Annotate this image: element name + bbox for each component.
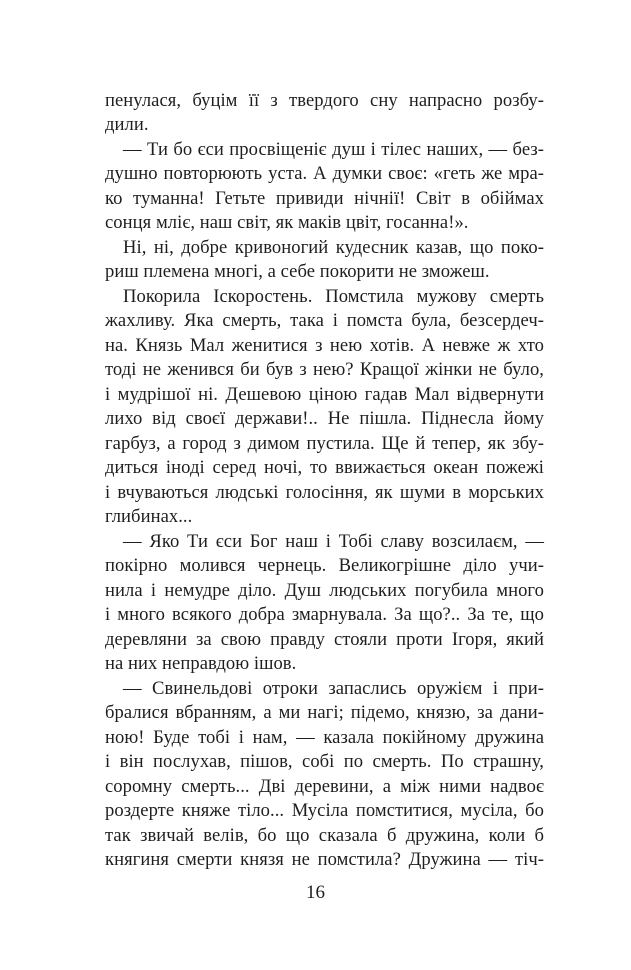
- text-line: ною! Буде тобі і нам, — казала покійному дружина: [105, 727, 544, 748]
- text-line: тоді не женився би був з нею? Кращої жінки не було,: [105, 359, 544, 380]
- text-line: гарбуз, а город з димом пустила. Ще й тепер, як збу-: [105, 433, 544, 454]
- text-line: лихо від своєї держави!.. Не пішла. Піднесла йому: [105, 408, 544, 429]
- text-line: риш племена многі, а себе покорити не зможеш.: [105, 261, 490, 282]
- text-line: так звичай велів, бо що сказала б дружина, коли б: [105, 825, 544, 846]
- text-line: нила і немудре діло. Душ людських погубила много: [105, 580, 544, 601]
- text-line: ко туманна! Гетьте привиди нічнії! Світ в обіймах: [105, 188, 544, 209]
- text-line: жахливу. Яка смерть, така і помста була, безсердеч-: [105, 310, 544, 331]
- text-line: сонця мліє, наш світ, як маків цвіт, госанна!».: [105, 212, 469, 233]
- paragraph-first-line: Ні, ні, добре кривоногий кудесник казав, що поко-: [123, 237, 544, 258]
- text-line: на. Князь Мал женитися з нею хотів. А невже ж хто: [105, 335, 544, 356]
- text-line: деревляни за свою правду стояли проти Ігоря, який: [105, 629, 544, 650]
- text-line: княгиня смерти князя не помстила? Дружина — тіч-: [105, 849, 544, 870]
- text-line: диться іноді серед ночі, то ввижається океан пожежі: [105, 457, 544, 478]
- paragraph-first-line: Покорила Іскоростень. Помстила мужову смерть: [123, 286, 544, 307]
- paragraph-first-line: — Свинельдові отроки запаслись оружієм і при-: [123, 678, 544, 699]
- text-line: покірно молився чернець. Великогрішне діло учи-: [105, 555, 544, 576]
- text-line: на них неправдою ішов.: [105, 653, 297, 674]
- text-line: душно повторюють уста. А думки своє: «геть же мра-: [105, 163, 544, 184]
- text-line: дили.: [105, 114, 149, 135]
- text-line: роздерте княже тіло... Мусіла помститися, мусіла, бо: [105, 800, 544, 821]
- text-line: і він послухав, пішов, собі по смерть. По страшну,: [105, 751, 544, 772]
- text-line: бралися вбранням, а ми нагі; підемо, князю, за дани-: [105, 702, 544, 723]
- text-line: пенулася, буцім її з твердого сну напрасно розбу-: [105, 90, 544, 111]
- paragraph-first-line: — Яко Ти єси Бог наш і Тобі славу возсилаєм, —: [123, 531, 544, 552]
- text-line: і вчуваються людські голосіння, як шуми в морських: [105, 482, 544, 503]
- page-number: 16: [306, 882, 325, 903]
- text-line: і много всякого добра змарнувала. За що?.. За те, що: [105, 604, 544, 625]
- text-line: соромну смерть... Дві деревини, а між ними надвоє: [105, 776, 544, 797]
- text-line: і мудрішої ні. Дешевою ціною гадав Мал відвернути: [105, 384, 544, 405]
- text-line: глибинах...: [105, 506, 193, 527]
- paragraph-first-line: — Ти бо єси просвіщеніє душ і тілес наших, — без-: [123, 139, 544, 160]
